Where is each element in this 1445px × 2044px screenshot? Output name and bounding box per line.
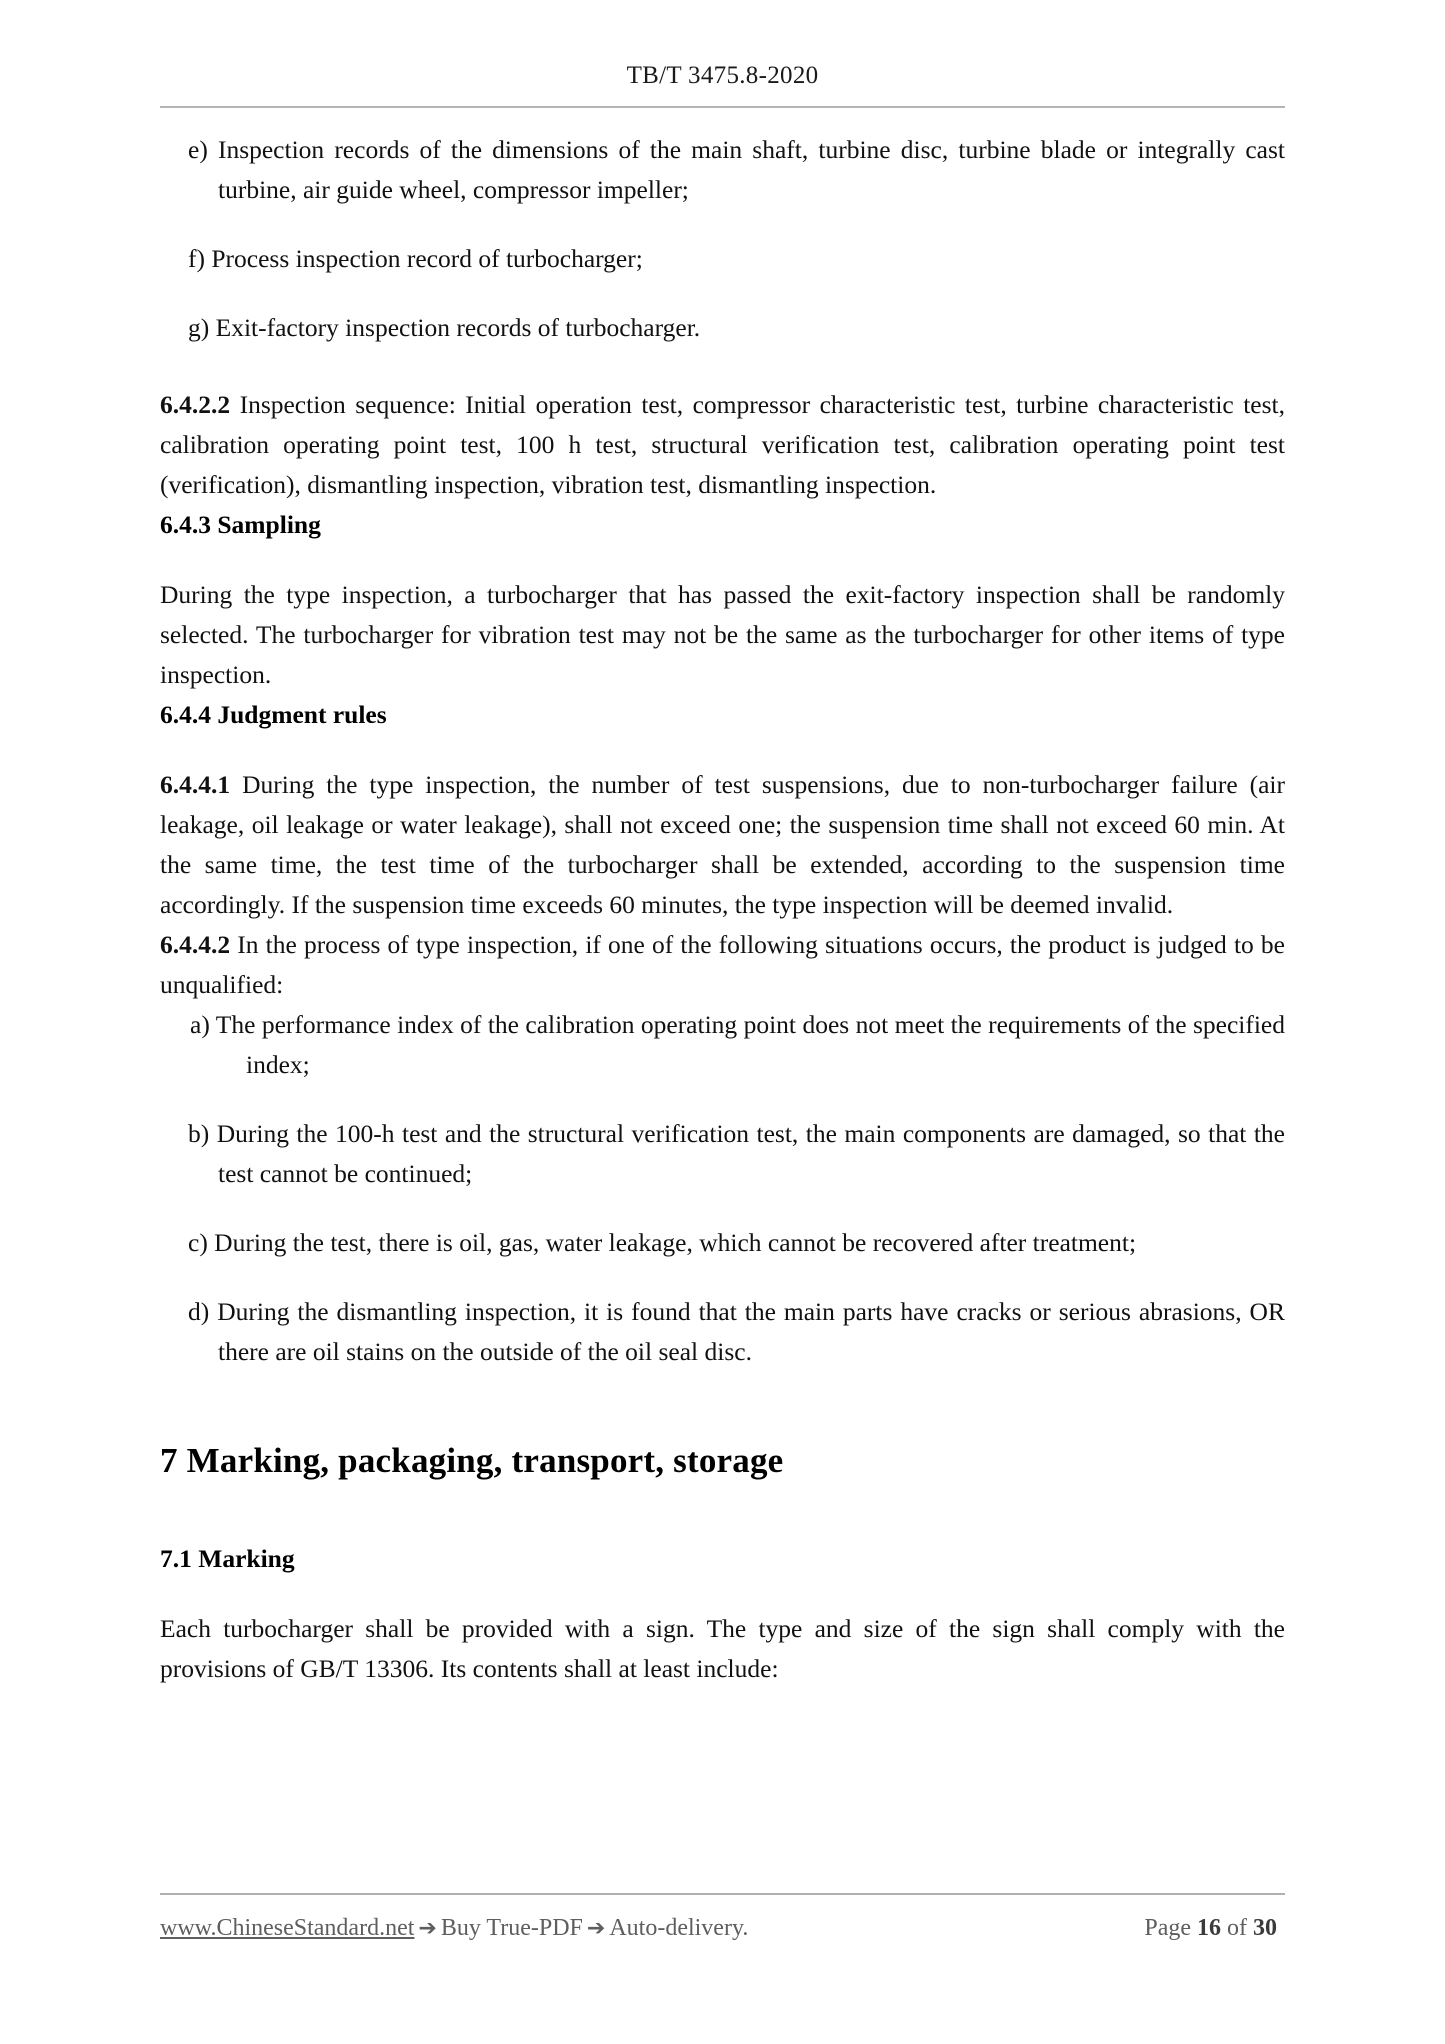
page-indicator <box>1144 1915 1285 1942</box>
list-item: e) Inspection records of the dimensions of the main shaft, turbine disc, turbine blade or integrally cast turbine, air guide wheel, compressor impeller; <box>188 135 1285 204</box>
spacer <box>160 1519 1285 1539</box>
paragraph-6-4-3: During the type inspection, a turbocharger that has passed the exit-factory inspection shall be randomly selected. The turbocharger for vibration test may not be the same as the turbocharger for other items of type inspection. <box>160 580 1285 689</box>
heading-6-4-4: 6.4.4 Judgment rules <box>160 700 387 729</box>
clause-text: In the process of type inspection, if one of the following situations occurs, the product is judged to be unqualified: <box>160 930 1285 999</box>
page-header <box>0 62 1445 90</box>
list-item: g) Exit-factory inspection records of turbocharger. <box>188 313 701 342</box>
heading-7-1: 7.1 Marking <box>160 1544 295 1573</box>
list-item: b) During the 100-h test and the structural verification test, the main components are damaged, so that the test cannot be continued; <box>188 1119 1285 1188</box>
heading-section-7: 7 Marking, packaging, transport, storage <box>160 1441 784 1480</box>
spacer <box>160 1401 1285 1437</box>
list-item: a) The performance index of the calibration operating point does not meet the requirements of the specified index; <box>190 1010 1285 1079</box>
clause-6-4-2-2 <box>160 385 1285 505</box>
of-label: of <box>1227 1915 1247 1941</box>
document-standard-code: TB/T 3475.8-2020 <box>626 62 819 89</box>
delivery-label: Auto-delivery. <box>609 1915 749 1941</box>
document-body <box>160 130 1285 1689</box>
page-total: 30 <box>1253 1915 1277 1941</box>
heading-6-4-3: 6.4.3 Sampling <box>160 510 321 539</box>
website-link[interactable]: www.ChineseStandard.net <box>160 1915 415 1941</box>
clause-number: 6.4.4.2 <box>160 930 231 959</box>
page-label: Page <box>1144 1915 1191 1941</box>
clause-6-4-4-1 <box>160 765 1285 925</box>
list-item: d) During the dismantling inspection, it is found that the main parts have cracks or serious abrasions, OR there are oil stains on the outside of the oil seal disc. <box>188 1297 1285 1366</box>
spacer <box>160 377 1285 385</box>
clause-number: 6.4.4.1 <box>160 770 231 799</box>
clause-text: Inspection sequence: Initial operation test, compressor characteristic test, turbine characteristic test, calibration operating point test, 100 h test, structural verification test, calibration operating point test (verification), dismantling inspection, vibration test, dismantling inspection. <box>160 390 1285 499</box>
clause-6-4-4-2 <box>160 925 1285 1005</box>
clause-number: 6.4.2.2 <box>160 390 231 419</box>
header-divider <box>160 106 1285 108</box>
footer-divider <box>160 1893 1285 1895</box>
list-item: f) Process inspection record of turbocharger; <box>188 244 643 273</box>
paragraph-7-1: Each turbocharger shall be provided with a sign. The type and size of the sign shall comply with the provisions of GB/T 13306. Its contents shall at least include: <box>160 1614 1285 1683</box>
buy-label: Buy True-PDF <box>440 1915 583 1941</box>
page-footer <box>160 1915 1285 1942</box>
clause-text: During the type inspection, the number of test suspensions, due to non-turbocharger failure (air leakage, oil leakage or water leakage), shall not exceed one; the suspension time shall not exceed 60 min. At the same time, the test time of the turbocharger shall be extended, according to the suspension time accordingly. If the suspension time exceeds 60 minutes, the type inspection will be deemed invalid. <box>160 770 1285 919</box>
arrow-right-icon: ➔ <box>418 1916 437 1941</box>
list-item: c) During the test, there is oil, gas, water leakage, which cannot be recovered after treatment; <box>188 1228 1137 1257</box>
page-number: 16 <box>1197 1915 1221 1941</box>
footer-promo <box>160 1915 748 1942</box>
arrow-right-icon: ➔ <box>586 1916 606 1941</box>
